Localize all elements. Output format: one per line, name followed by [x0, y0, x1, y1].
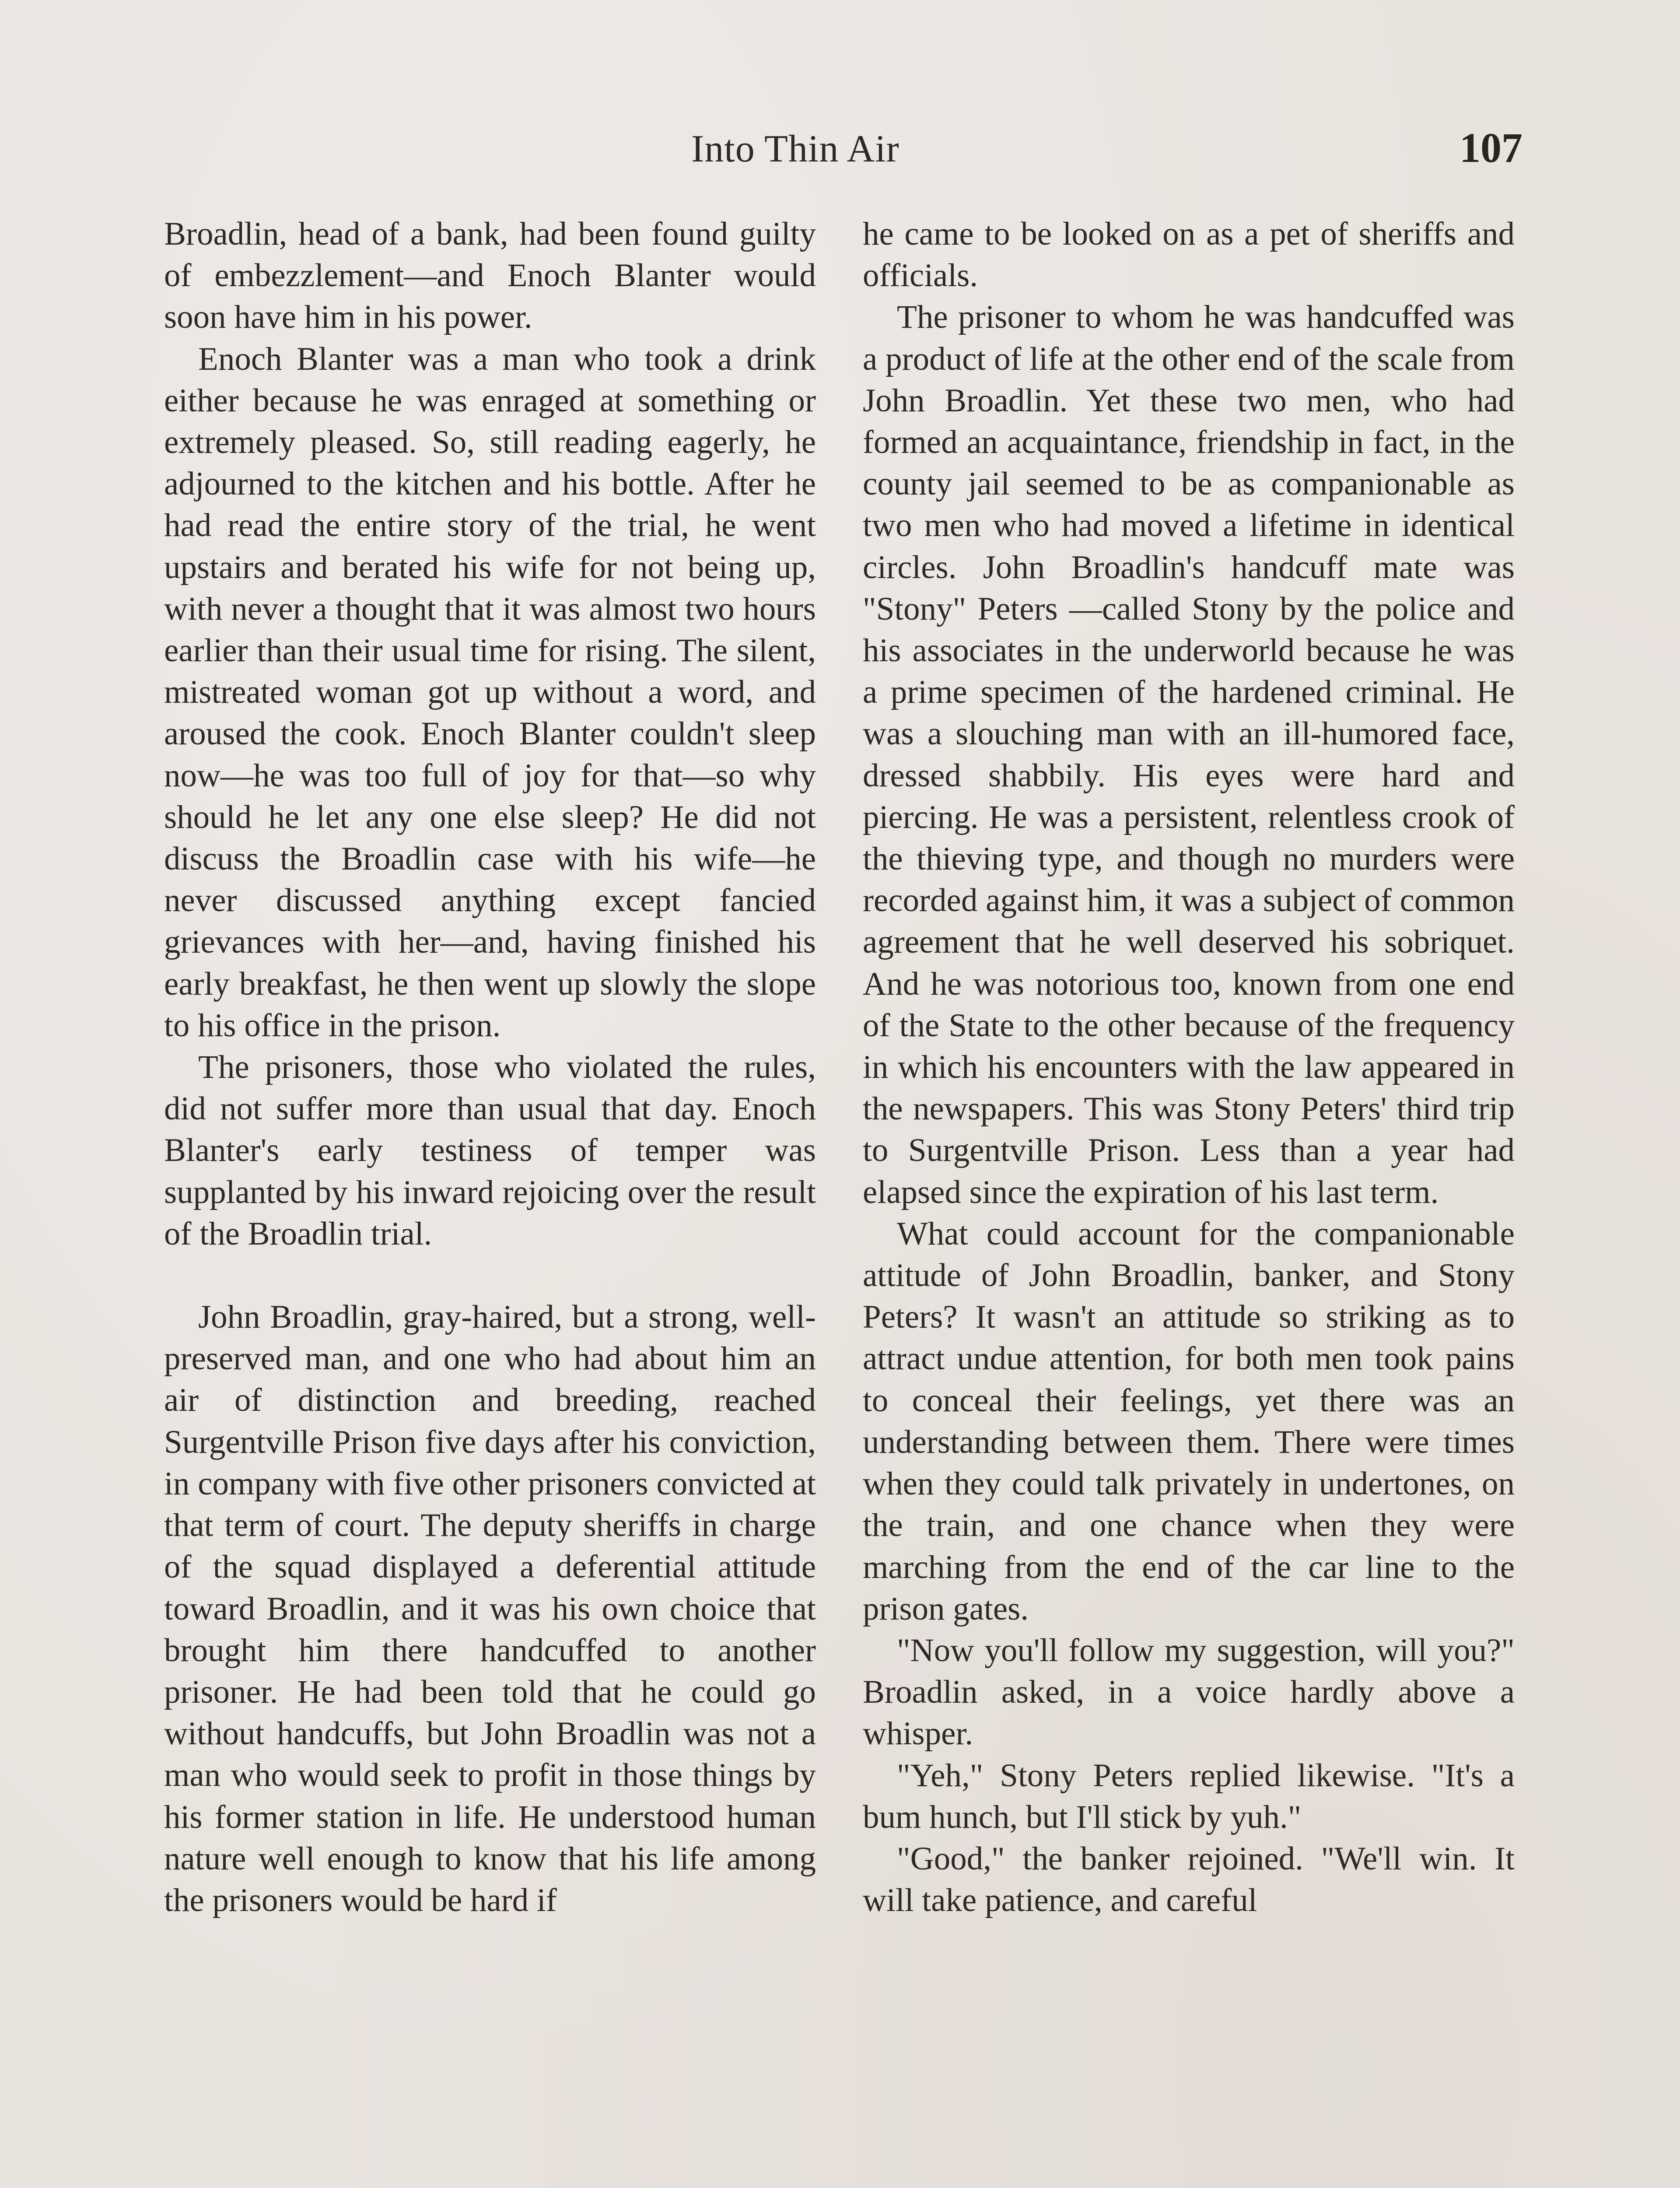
- paragraph: The prisoners, those who violated the rules, did not suffer more than usual that day. Enoch Blanter's early testiness of temper was supplanted by his inward rejoicing over the result of the Broadlin trial.: [164, 1049, 816, 1252]
- paragraph: "Good," the banker rejoined. "We'll win. It will take patience, and careful: [863, 1840, 1515, 1919]
- paragraph: What could account for the companionable attitude of John Broadlin, banker, and Stony Peters? It wasn't an attitude so striking as to attract undue attention, for both men took pains to conceal their feelings, yet there was an understanding between them. There were times when they could talk privately in undertones, on the train, and one chance when they were marching from the end of the car line to the prison gates.: [863, 1215, 1515, 1627]
- right-text-column: [863, 213, 1515, 1921]
- running-title: Into Thin Air: [691, 128, 900, 170]
- paragraph: Broadlin, head of a bank, had been found guilty of embezzlement—and Enoch Blanter would soon have him in his power.: [164, 216, 816, 336]
- paragraph: John Broadlin, gray-haired, but a strong, well-preserved man, and one who had about him an air of distinction and breeding, reached Surgentville Prison five days after his conviction, in company with five other prisoners convicted at that term of court. The deputy sheriffs in charge of the squad displayed a deferential attitude toward Broadlin, and it was his own choice that brought him there handcuffed to another prisoner. He had been told that he could go without handcuffs, but John Broadlin was not a man who would seek to profit in those things by his former station in life. He understood human nature well enough to know that his life among the prisoners would be hard if: [164, 1299, 816, 1918]
- paragraph: "Yeh," Stony Peters replied likewise. "It's a bum hunch, but I'll stick by yuh.": [863, 1757, 1515, 1835]
- left-text-column: [164, 213, 816, 1921]
- paragraph: Enoch Blanter was a man who took a drink either because he was enraged at something or extremely pleased. So, still reading eagerly, he adjourned to the kitchen and his bottle. After he had read the entire story of the trial, he went upstairs and berated his wife for not being up, with never a thought that it was almost two hours earlier than their usual time for rising. The silent, mistreated woman got up without a word, and aroused the cook. Enoch Blanter couldn't sleep now—he was too full of joy for that—so why should he let any one else sleep? He did not discuss the Broadlin case with his wife—he never discussed anything except fancied grievances with her—and, having finished his early breakfast, he then went up slowly the slope to his office in the prison.: [164, 340, 816, 1044]
- paragraph: The prisoner to whom he was handcuffed was a product of life at the other end of the scale from John Broadlin. Yet these two men, who had formed an acquaintance, friendship in fact, in the county jail seemed to be as companionable as two men who had moved a lifetime in identical circles. John Broadlin's handcuff mate was "Stony" Peters —called Stony by the police and his associates in the underworld because he was a prime specimen of the hardened criminal. He was a slouching man with an ill-humored face, dressed shabbily. His eyes were hard and piercing. He was a persistent, relentless crook of the thieving type, and though no murders were recorded against him, it was a subject of common agreement that he well deserved his sobriquet. And he was notorious too, known from one end of the State to the other because of the frequency in which his encounters with the law appeared in the newspapers. This was Stony Peters' third trip to Surgentville Prison. Less than a year had elapsed since the expiration of his last term.: [863, 299, 1515, 1210]
- paragraph: "Now you'll follow my suggestion, will you?" Broadlin asked, in a voice hardly above a whisper.: [863, 1632, 1515, 1752]
- page-number: 107: [1460, 124, 1522, 171]
- paragraph: he came to be looked on as a pet of sheriffs and officials.: [863, 216, 1515, 294]
